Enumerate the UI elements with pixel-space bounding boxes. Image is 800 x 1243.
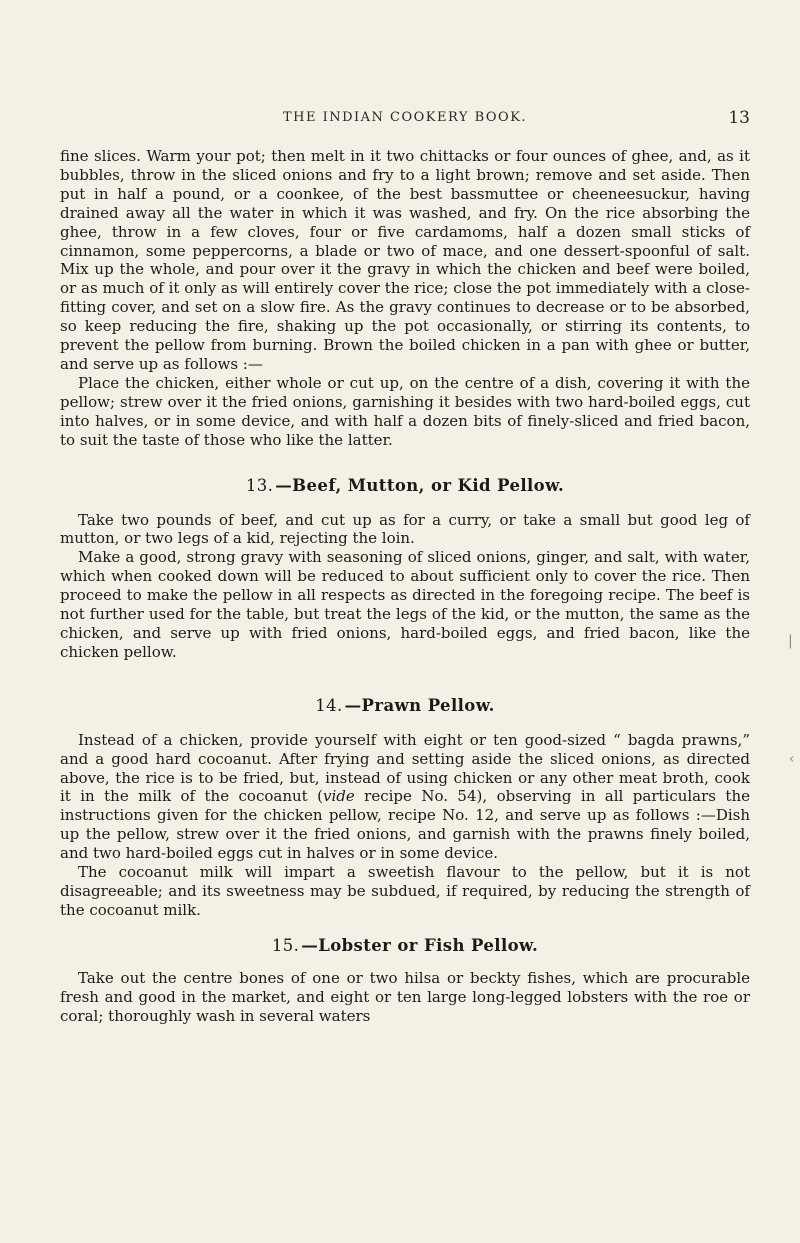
recipe-heading-15 bbox=[60, 936, 750, 955]
recipe-number: 13. bbox=[245, 475, 274, 495]
recipe-number: 15. bbox=[271, 935, 300, 955]
paragraph: fine slices. Warm your pot; then melt in it two chittacks or four ounces of ghee, and, as it bubbles, throw in the sliced onions and fry to a light brown; remove and set aside. Then put in half a pound, or a coonkee, of the best bassmuttee or cheeneesuckur, having drained away all the water in which it was washed, and fry. On the rice absorbing the ghee, throw in a few cloves, four or five cardamoms, half a dozen small sticks of cinnamon, some peppercorns, a blade or two of mace, and one dessert-spoonful of salt. Mix up the whole, and pour over it the gravy in which the chicken and beef were boiled, or as much of it only as will entirely cover the rice; close the pot immediately with a close-fitting cover, and set on a slow fire. As the gravy continues to decrease or to be absorbed, so keep reducing the fire, shaking up the pot occasionally, or stirring its contents, to prevent the pellow from burning. Brown the boiled chicken in a pan with ghee or butter, and serve up as follows :— bbox=[60, 147, 750, 373]
page-number: 13 bbox=[728, 108, 750, 128]
paragraph: Make a good, strong gravy with seasoning of sliced onions, ginger, and salt, with water, which when cooked down will be reduced to about sufficient only to cover the rice. Then proceed to make the pellow in all respects as directed in the foregoing recipe. The beef is not further used for the table, but treat the legs of the kid, or the mutton, the same as the chicken, and serve up with fried onions, hard-boiled eggs, and fried bacon, like the chicken pellow. bbox=[60, 548, 750, 661]
paragraph: Place the chicken, either whole or cut up, on the centre of a dish, covering it with the pellow; strew over it the fried onions, garnishing it besides with two hard-boiled eggs, cut into halves, or in some device, and with half a dozen bits of finely-sliced and fried bacon, to suit the taste of those who like the latter. bbox=[60, 373, 750, 449]
text-run: Instead of a chicken, provide yourself with eight or ten good-sized “ bagda prawns,” and a good hard cocoanut. After frying and setting aside the sliced onions, as directed above, the rice is to be fried, but, instead of using chicken or any other meat broth, cook it in the milk of the cocoanut ( bbox=[60, 730, 750, 806]
paragraph bbox=[60, 731, 750, 863]
margin-mark: | bbox=[788, 633, 793, 649]
margin-mark: ‹ bbox=[789, 751, 795, 767]
italic-text: vide bbox=[322, 787, 355, 806]
recipe-title: —Beef, Mutton, or Kid Pellow. bbox=[275, 475, 565, 495]
body-text bbox=[60, 147, 750, 1026]
recipe-title: —Prawn Pellow. bbox=[344, 695, 495, 715]
paragraph: The cocoanut milk will impart a sweetish flavour to the pellow, but it is not disagreeable; and its sweetness may be subdued, if required, by reducing the strength of the cocoanut milk. bbox=[60, 863, 750, 919]
running-title: THE INDIAN COOKERY BOOK. bbox=[282, 110, 528, 125]
paragraph: Take out the centre bones of one or two hilsa or beckty fishes, which are procurable fresh and good in the market, and eight or ten large long-legged lobsters with the roe or coral; thoroughly wash in several waters bbox=[60, 968, 750, 1025]
paragraph: Take two pounds of beef, and cut up as for a curry, or take a small but good leg of mutton, or two legs of a kid, rejecting the loin. bbox=[60, 510, 750, 548]
recipe-heading-13 bbox=[60, 476, 750, 495]
recipe-heading-14 bbox=[60, 696, 750, 715]
running-head bbox=[60, 110, 750, 132]
text-run: recipe No. 54), observing in all particulars the instructions given for the chicken pellow, recipe No. 12, and serve up as follows :—Dish up the pellow, strew over it the fried onions, and garnish with the prawns finely boiled, and two hard-boiled eggs cut in halves or in some device. bbox=[60, 787, 750, 863]
recipe-number: 14. bbox=[315, 695, 343, 715]
recipe-title: —Lobster or Fish Pellow. bbox=[301, 935, 539, 955]
